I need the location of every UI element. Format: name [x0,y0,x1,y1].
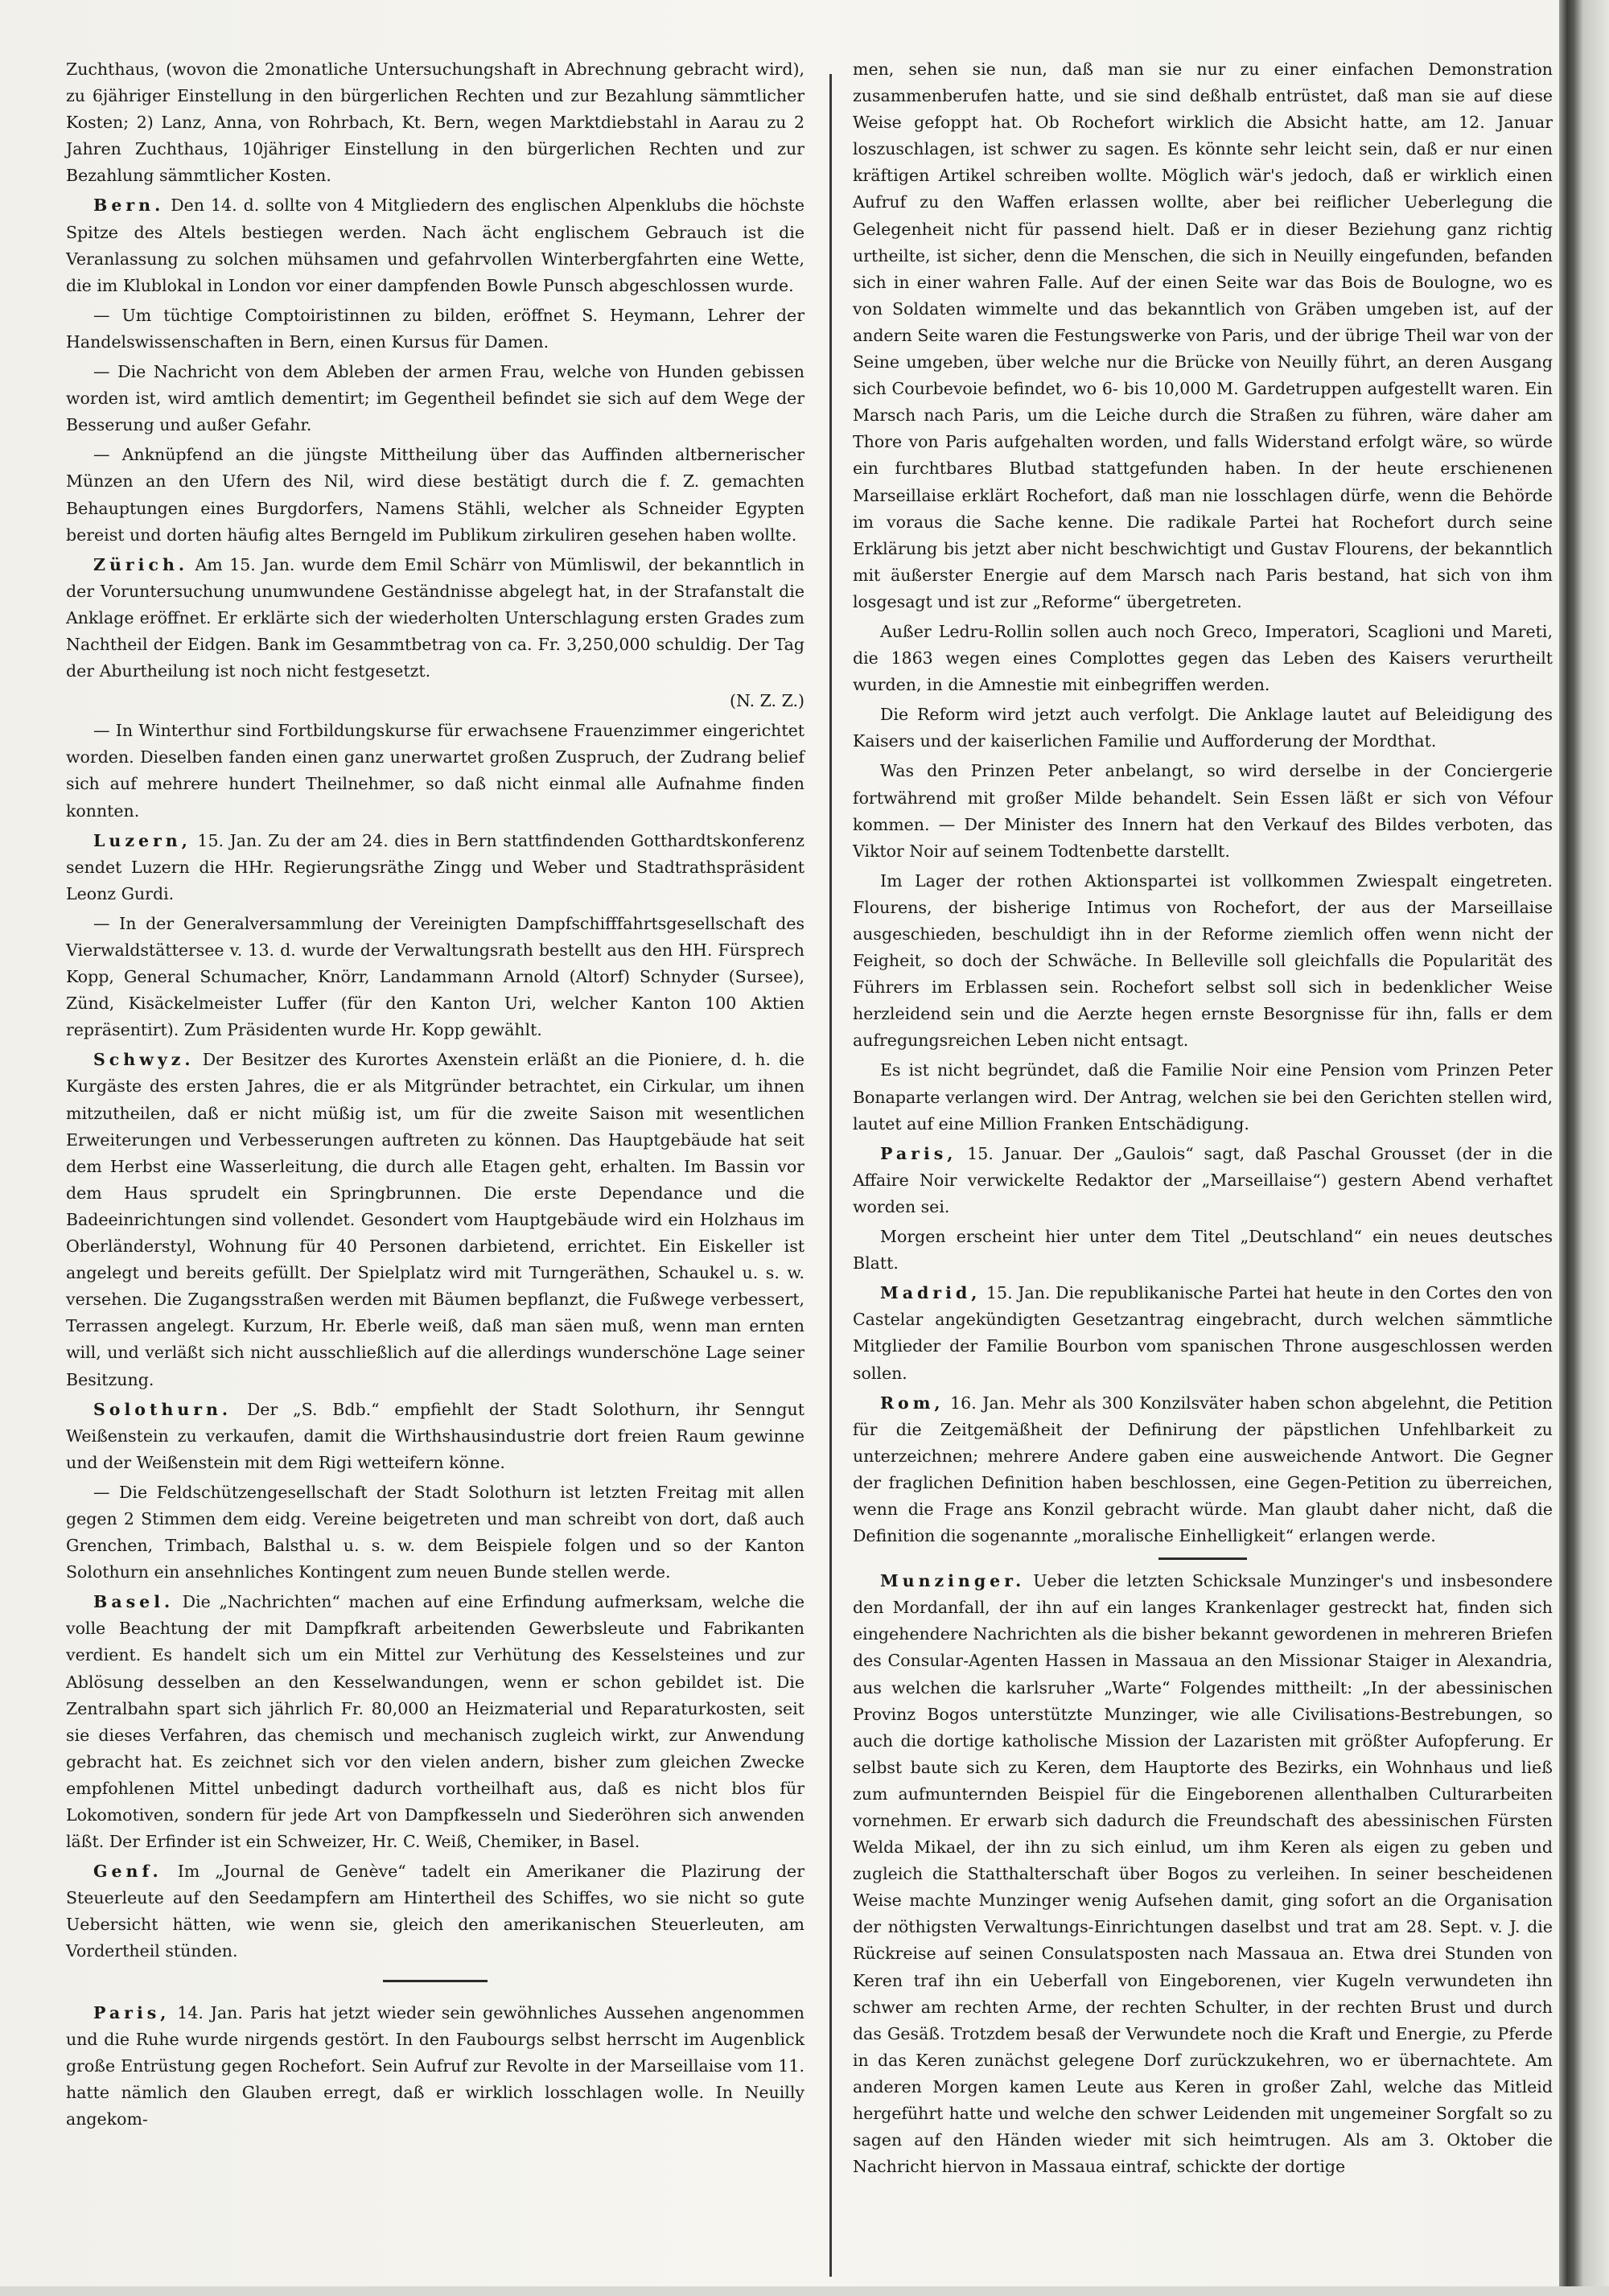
paris-note-deutschland: Morgen erscheint hier unter dem Titel „Deutschland“ ein neues deutsches Blatt. [853,1227,1553,1273]
luzern-note-dampfschiff: — In der Generalversammlung der Vereinigten Dampfschifffahrtsgesellschaft des Vierwaldstättersee v. 13. d. wurde der Verwaltungsrath bestellt aus den HH. Fürsprech Kopp, General Schumacher, Knörr, Landammann Arnold (Altorf) Schnyder (Sursee), Zünd, Kisäckelmeister Luffer (für den Kanton Uri, welcher Kanton 100 Aktien repräsentirt). Zum Präsidenten wurde Hr. Kopp gewählt. [66,913,804,1040]
schwyz-text: Der Besitzer des Kurortes Axenstein erläßt an die Pioniere, d. h. die Kurgäste des ersten Jahres, die er als Mitgründer betrachtet, ein Cirkular, um ihnen mitzutheilen, daß er nicht müßig ist, um für die zweite Saison mit wesentlichen Erweiterungen und Verbesserungen auftreten zu können. Das Hauptgebäude hat seit dem Herbst eine Wasserleitung, die durch alle Etagen geht, erhalten. Im Bassin vor dem Haus sprudelt ein Springbrunnen. Die erste Dependance und die Badeeinrichtungen sind vollendet. Gesondert vom Hauptgebäude wird ein Holzhaus im Oberländerstyl, Wohnung für 40 Personen darbietend, errichtet. Ein Eiskeller ist angelegt und bereits gefüllt. Der Spielplatz wird mit Turngeräthen, Schaukel u. s. w. versehen. Die Zugangsstraßen werden mit Bäumen bepflanzt, die Fußwege verbessert, Terrassen angelegt. Kurzum, Hr. Eberle weiß, daß man säen muß, wenn man ernten will, und verläßt sich nicht ausschließlich auf die allerdings wunderschöne Lage seiner Besitzung. [66,1050,804,1389]
left-column [66,56,804,2136]
article-madrid [853,1280,1553,1386]
paris-continuation: men, sehen sie nun, daß man sie nur zu einer einfachen Demonstration zusammenberufen hatte, und sie sind deßhalb entrüstet, daß man sie auf diese Weise gefoppt hat. Ob Rochefort wirklich die Absicht hatte, am 12. Januar loszuschlagen, ist schwer zu sagen. Es könnte sehr leicht sein, daß er nur einen kräftigen Artikel schreiben wollte. Möglich wär's jedoch, daß er wirklich einen Aufruf zu den Waffen erlassen wollte, aber bei reiflicher Ueberlegung die Gelegenheit nicht für passend hielt. Daß er in dieser Beziehung ganz richtig urtheilte, ist sicher, denn die Menschen, die sich in Neuilly eingefunden, befanden sich in einer wahren Falle. Auf der einen Seite war das Bois de Boulogne, wo es von Soldaten wimmelte und das bekanntlich von Gräben umgeben ist, auf der andern Seite waren die Festungswerke von Paris, und der übrige Theil war von der Seine umgeben, über welche nur die Brücke von Neuilly führt, an deren Ausgang sich Courbevoie befindet, wo 6- bis 10,000 M. Gardetruppen aufgestellt waren. Ein Marsch nach Paris, um die Leiche durch die Straßen zu führen, wäre daher am Thore von Paris aufgehalten worden, und falls Widerstand erfolgt wäre, so würde ein furchtbares Blutbad stattgefunden haben. In der heute erschienenen Marseillaise erklärt Rochefort, daß man nie losschlagen dürfe, wenn die Behörde im voraus die Sache kenne. Die radikale Partei hat Rochefort durch seine Erklärung bis jetzt aber nicht beschwichtigt und Gustav Flourens, der bekanntlich mit äußerster Energie auf dem Marsch nach Paris bestand, hat sich von ihm losgesagt und ist zur „Reforme“ übergetreten. [853,60,1553,611]
zurich-source: (N. Z. Z.) [730,691,804,711]
dateline-bern: Bern. [93,195,165,216]
article-solothurn [66,1397,804,1476]
solothurn-note-schuetzen: — Die Feldschützengesellschaft der Stadt Solothurn ist letzten Freitag mit allen gegen 2 Stimmen dem eidg. Vereine beigetreten und man schreibt von dort, daß auch Grenchen, Trimbach, Balsthal u. s. w. dem Beispiele folgen und so der Kanton Solothurn ein ansehnliches Kontingent zum neuen Bunde stellen werde. [66,1482,804,1582]
zurich-note-winterthur: — In Winterthur sind Fortbildungskurse für erwachsene Frauenzimmer eingerichtet worden. Dieselben fanden einen ganz unerwartet großen Zuspruch, der Zudrang belief sich auf mehrere hundert Theilnehmer, so daß nicht einmal alle Aufnahme finden konnten. [66,721,804,821]
madrid-text: 15. Jan. Die republikanische Partei hat heute in den Cortes den von Castelar angekündigten Gesetzantrag eingebracht, durch welchen sämmtliche Mitglieder der Familie Bourbon vom spanischen Throne ausgeschlossen werden sollen. [853,1283,1553,1383]
scan-edge-bottom [0,2286,1609,2296]
dateline-rom: Rom, [880,1393,944,1413]
scan-edge-right [1559,0,1609,2296]
article-luzern [66,828,804,907]
article-paris [66,2000,804,2133]
section-divider [383,1980,488,1982]
dateline-schwyz: Schwyz. [93,1050,195,1070]
paris-text: 14. Jan. Paris hat jetzt wieder sein gewöhnliches Aussehen angenommen und die Ruhe wurde nirgends gestört. In den Faubourgs selbst herrscht im Augenblick große Entrüstung gegen Rochefort. Sein Aufruf zur Revolte in der Marseillaise vom 11. hatte nämlich den Glauben erregt, daß er wirklich losschlagen wolle. In Neuilly angekom- [66,2002,804,2129]
basel-text: Die „Nachrichten“ machen auf eine Erfindung aufmerksam, welche die volle Beachtung der mit Dampfkraft arbeitenden Gewerbsleute und Fabrikanten verdient. Es handelt sich um ein Mittel zur Verhütung des Kesselsteines und zur Ablösung desselben an den Kesselwandungen, wenn er schon gebildet ist. Die Zentralbahn spart sich jährlich Fr. 80,000 an Heizmaterial und Reparaturkosten, seit sie dieses Verfahren, das chemisch und mechanisch zugleich wirkt, zur Anwendung gebracht hat. Es zeichnet sich vor den vielen andern, bisher zum gleichen Zwecke empfohlenen Mittel unbedingt dadurch vortheilhaft aus, daß es nicht blos für Lokomotiven, sondern für jede Art von Dampfkesseln und Siederöhren sich anwenden läßt. Der Erfinder ist ein Schweizer, Hr. C. Weiß, Chemiker, in Basel. [66,1592,804,1852]
bern-text: Den 14. d. sollte von 4 Mitgliedern des englischen Alpenklubs die höchste Spitze des Altels bestiegen werden. Nach ächt englischem Gebrauch ist die Veranlassung zu solchen mühsamen und gefahrvollen Winterbergfahrten eine Wette, die im Klublokal in London vor einer dampfenden Bowle Punsch abgeschlossen wurde. [66,195,804,295]
article-zurich [66,552,804,685]
article-paris-15 [853,1141,1553,1220]
paris-note-prinz-peter: Was den Prinzen Peter anbelangt, so wird derselbe in der Conciergerie fortwährend mit großer Milde behandelt. Sein Essen läßt er sich von Véfour kommen. — Der Minister des Innern hat den Verkauf des Bildes verboten, das Viktor Noir auf seinem Todtenbette darstellt. [853,761,1553,861]
dateline-zurich: Zürich. [93,554,188,574]
paris-note-reform: Die Reform wird jetzt auch verfolgt. Die Anklage lautet auf Beleidigung des Kaisers und der kaiserlichen Familie und Aufforderung der Mordthat. [853,705,1553,751]
solothurn-text: Der „S. Bdb.“ empfiehlt der Stadt Solothurn, ihr Senngut Weißenstein zu verkaufen, damit die Wirthshausindustrie dort freien Raum gewinne und der Weißenstein mit dem Rigi wetteifern könne. [66,1399,804,1472]
paris-note-amnestie: Außer Ledru-Rollin sollen auch noch Greco, Imperatori, Scaglioni und Mareti, die 1863 wegen eines Complottes gegen das Leben des Kaisers verurtheilt wurden, in die Amnestie mit einbegriffen werden. [853,621,1553,695]
dateline-solothurn: Solothurn. [93,1399,233,1419]
article-bern [66,192,804,298]
genf-text: Im „Journal de Genève“ tadelt ein Amerikaner die Plazirung der Steuerleute auf den Seedampfern am Hintertheil des Schiffes, wo sie nicht so gute Uebersicht hätten, wie wenn sie, gleich den amerikanischen Steuerleuten, am Vordertheil stünden. [66,1862,804,1961]
article-munzinger [853,1568,1553,2180]
dateline-luzern: Luzern, [93,830,191,850]
right-column [853,56,1553,2183]
column-divider [829,74,832,2277]
article-schwyz [66,1047,804,1393]
dateline-paris: Paris, [93,2002,171,2022]
paris-note-familie-noir: Es ist nicht begründet, daß die Familie Noir eine Pension vom Prinzen Peter Bonaparte verlangen wird. Der Antrag, welchen sie bei den Gerichten stellen wird, lautet auf eine Million Franken Entschädigung. [853,1060,1553,1134]
paris-note-aktionspartei: Im Lager der rothen Aktionspartei ist vollkommen Zwiespalt eingetreten. Flourens, der bisherige Intimus von Rochefort, der aus der Marseillaise ausgeschieden, beschuldigt ihn in der Reforme ziemlich offen wenn nicht der Feigheit, so doch der Schwäche. In Belleville soll gleichfalls die Popularität des Führers im Erblassen sein. Rochefort selbst soll sich in bedenklicher Weise herzleidend sein und die Aerzte hegen ernste Besorgnisse für ihn, falls er dem aufregungsreichen Leben nicht entsagt. [853,870,1553,1051]
article-basel [66,1589,804,1855]
bern-note-muenzen: — Anknüpfend an die jüngste Mittheilung über das Auffinden altbernerischer Münzen an den Ufern des Nil, wird diese bestätigt durch die f. Z. gemachten Behauptungen eines Burgdorfers, Namens Stähli, welcher als Schneider Egypten bereist und dorten häufig altes Berngeld im Publikum zirkuliren gesehen haben wollte. [66,445,804,545]
luzern-text: 15. Jan. Zu der am 24. dies in Bern stattfindenden Gotthardtskonferenz sendet Luzern die HHr. Regierungsräthe Zingg und Weber und Stadtrathspräsident Leonz Gurdi. [66,830,804,903]
dateline-basel: Basel. [93,1592,175,1612]
heading-munzinger: Munzinger. [880,1571,1026,1591]
dateline-paris-15: Paris, [880,1143,957,1163]
dateline-madrid: Madrid, [880,1283,981,1303]
paris-15-text: 15. Januar. Der „Gaulois“ sagt, daß Paschal Grousset (der in die Affaire Noir verwickelte Redaktor der „Marseillaise“) gestern Abend verhaftet worden sei. [853,1143,1553,1216]
section-divider-right [1158,1557,1247,1560]
dateline-genf: Genf. [93,1862,163,1882]
bern-note-dementi: — Die Nachricht von dem Ableben der armen Frau, welche von Hunden gebissen worden ist, wird amtlich dementirt; im Gegentheil befindet sie sich auf dem Wege der Besserung und außer Gefahr. [66,362,804,435]
article-rom [853,1390,1553,1550]
article-genf [66,1858,804,1965]
article-continuation: Zuchthaus, (wovon die 2monatliche Untersuchungshaft in Abrechnung gebracht wird), zu 6jähriger Einstellung in den bürgerlichen Rechten und zur Bezahlung sämmtlicher Kosten; 2) Lanz, Anna, von Rohrbach, Kt. Bern, wegen Marktdiebstahl in Aarau zu 2 Jahren Zuchthaus, 10jähriger Einstellung in den bürgerlichen Rechten und zur Bezahlung sämmtlicher Kosten. [66,60,804,186]
bern-note-comptoir: — Um tüchtige Comptoiristinnen zu bilden, eröffnet S. Heymann, Lehrer der Handelswissenschaften in Bern, einen Kursus für Damen. [66,305,804,352]
zurich-text: Am 15. Jan. wurde dem Emil Schärr von Mümliswil, der bekanntlich in der Voruntersuchung unumwundene Geständnisse abgelegt hat, in der Strafanstalt die Anklage eröffnet. Er erklärte sich der wiederholten Unterschlagung ersten Grades zum Nachtheil der Eidgen. Bank im Gesammtbetrag von ca. Fr. 3,250,000 schuldig. Der Tag der Aburtheilung ist noch nicht festgesetzt. [66,554,804,681]
rom-text: 16. Jan. Mehr als 300 Konzilsväter haben schon abgelehnt, die Petition für die Zeitgemäßheit der Definirung der päpstlichen Unfehlbarkeit zu unterzeichnen; mehrere Andere gaben eine ausweichende Antwort. Die Gegner der fraglichen Definition haben beschlossen, eine Gegen-Petition zu überreichen, wenn die Frage ans Konzil gebracht würde. Man glaubt daher nicht, daß die Definition die sogenannte „moralische Einhelligkeit“ erlangen werde. [853,1393,1553,1546]
munzinger-text: Ueber die letzten Schicksale Munzinger's und insbesondere den Mordanfall, der ihn auf ein langes Krankenlager gestreckt hat, finden sich eingehendere Nachrichten als die bisher bekannt gewordenen in mehreren Briefen des Consular-Agenten Hassen in Massaua an den Missionar Staiger in Alexandria, aus welchen die karlsruher „Warte“ Folgendes mittheilt: „In der abessinischen Provinz Bogos unterstützte Munzinger, wie alle Civilisations-Bestrebungen, so auch die dortige katholische Mission der Lazaristen mit größter Aufopferung. Er selbst baute sich zu Keren, dem Hauptorte des Bezirks, ein Wohnhaus und ließ zum aufmunternden Beispiel für die Eingeborenen allenthalben Culturarbeiten vornehmen. Er erwarb sich dadurch die Freundschaft des abessinischen Fürsten Welda Mikael, der ihn zu sich einlud, um ihm Keren als eigen zu geben und zugleich die Statthalterschaft über Bogos zu verleihen. In seiner bescheidenen Weise machte Munzinger wenig Aufsehen damit, ging sofort an die Organisation der nöthigsten Verwaltungs-Einrichtungen daselbst und trat am 28. Sept. v. J. die Rückreise auf seinen Consulatsposten nach Massaua an. Etwa drei Stunden von Keren traf ihn ein Ueberfall von Eingeborenen, vier Kugeln verwundeten ihn schwer am rechten Arme, der rechten Schulter, in der rechten Brust und durch das Gesäß. Trotzdem besaß der Verwundete noch die Kraft und Energie, zu Pferde in das Keren zunächst gelegene Dorf zurückzukehren, wo er übernachtete. Am anderen Morgen kamen Leute aus Keren in großer Zahl, welche das Mitleid hergeführt hatte und welche den schwer Leidenden mit ungemeiner Sorgfalt so zu sagen auf den Händen wieder mit sich heimtrugen. Als am 3. Oktober die Nachricht hiervon in Massaua eintraf, schickte der dortige [853,1571,1553,2177]
